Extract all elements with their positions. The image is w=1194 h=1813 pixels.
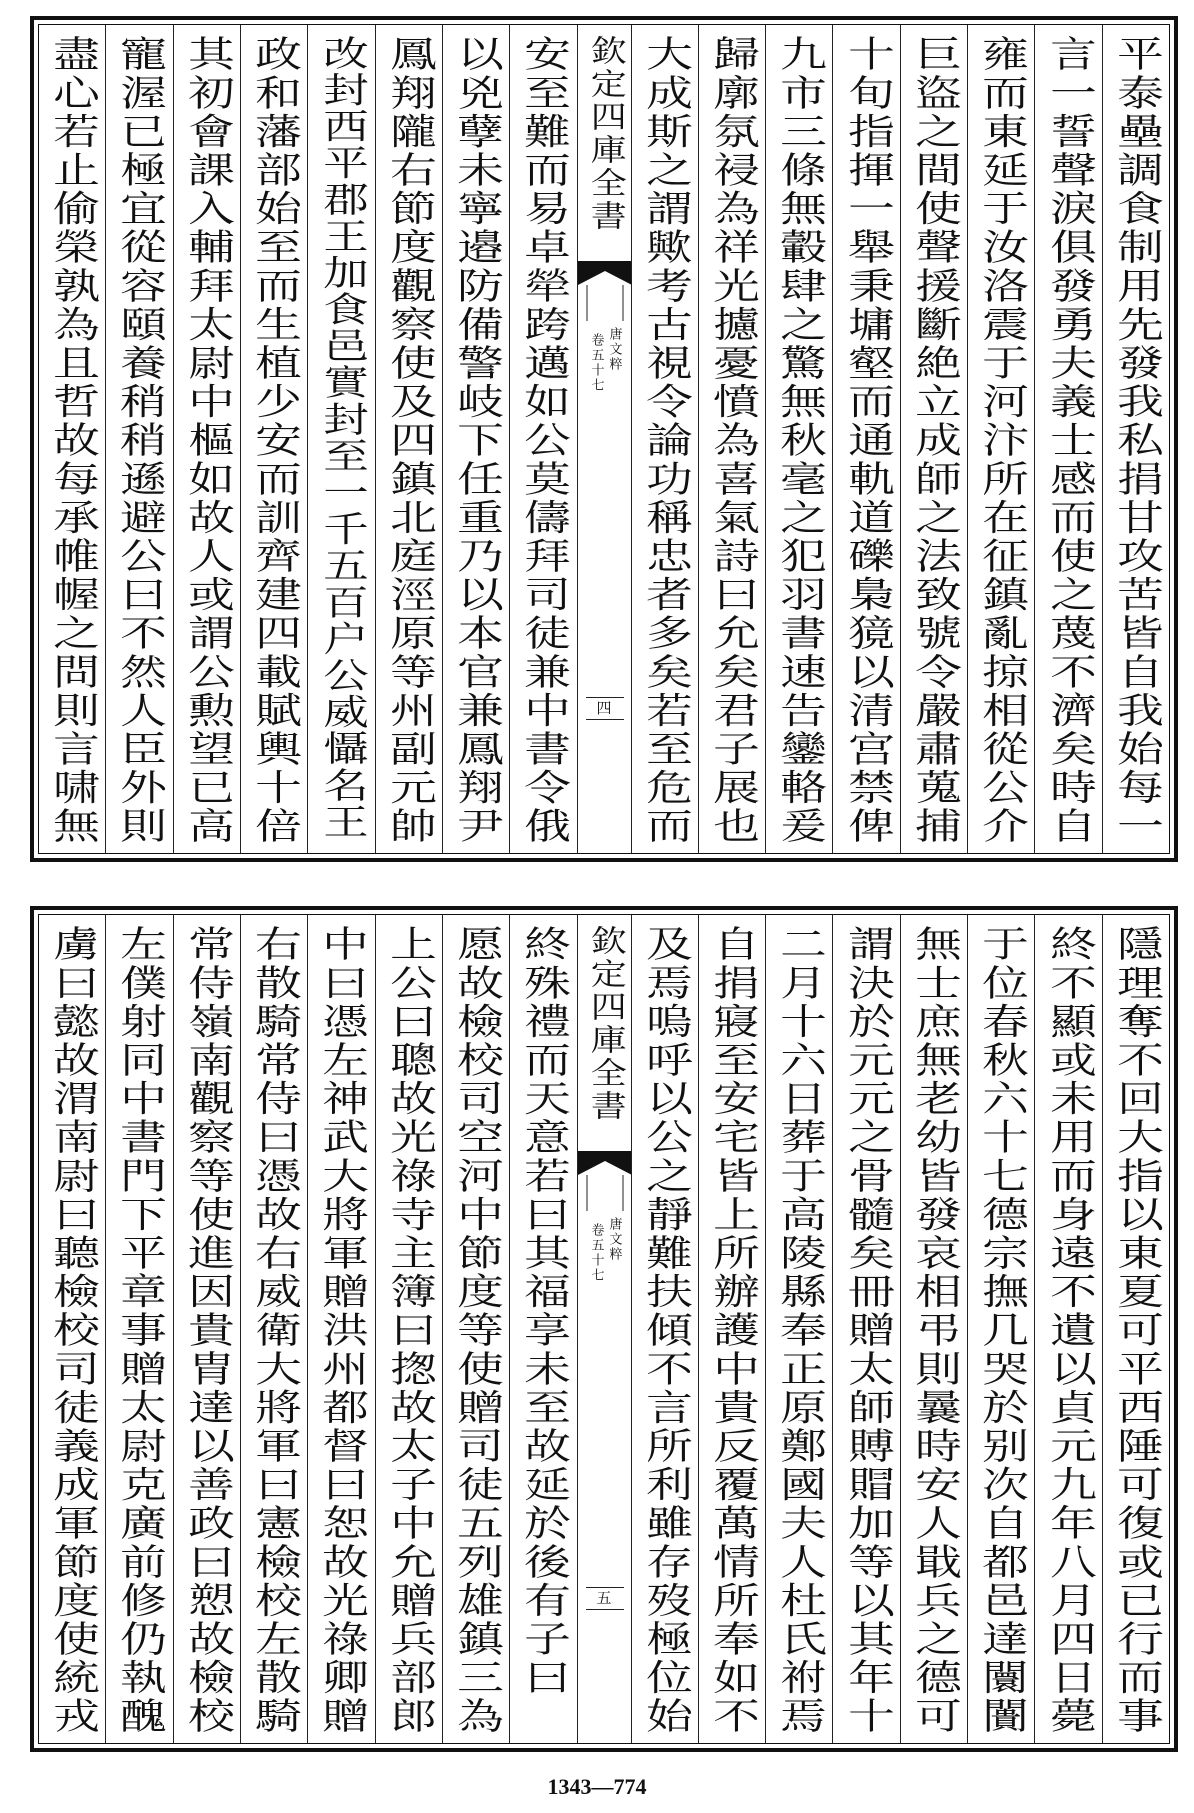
text-column xyxy=(1102,25,1169,853)
column-text: 自捐寢至安宅皆上所辦護中貴反覆萬情所奉如不 xyxy=(705,925,760,1736)
column-text: 政和藩部始至而生植少安而訓齊建四載賦輿十倍 xyxy=(248,35,302,846)
column-text: 其初會課入輔拜太尉中樞如故人或謂公勲望已高 xyxy=(180,35,235,846)
folio-rule xyxy=(586,1587,624,1588)
column-text: 無士庶無老幼皆發哀相弔則曩時安人戢兵之德可 xyxy=(907,925,962,1736)
text-column xyxy=(307,915,374,1743)
text-column xyxy=(39,915,105,1743)
column-text: 愿故檢校司空河中節度等使贈司徒五列雄鎮三為 xyxy=(450,925,504,1736)
column-text: 隱理奪不回大指以東夏可平西陲可復或已行而事 xyxy=(1109,925,1164,1736)
folio-rule xyxy=(586,719,624,720)
text-column xyxy=(1102,915,1169,1743)
text-column xyxy=(105,25,172,853)
column-text: 寵渥已極宜從容頤養稍稍遜避公曰不然人臣外則 xyxy=(113,35,167,846)
column-text: 巨盜之間使聲援斷絶立成師之法致號令嚴肅蒐捕 xyxy=(907,35,962,846)
text-column xyxy=(832,25,899,853)
column-text: 于位春秋六十七德宗撫几哭於别次自都邑達闤闠 xyxy=(975,925,1029,1736)
fold-title-text: 欽定四庫全書 xyxy=(583,35,626,233)
folio-rule xyxy=(586,697,624,698)
text-column xyxy=(967,915,1034,1743)
text-column xyxy=(631,915,698,1743)
fold-column xyxy=(577,25,631,853)
column-text: 上公曰聰故光祿寺主簿曰揔故太子中允贈兵部郎 xyxy=(382,925,437,1736)
column-text: 大成斯之謂歟考古視令論功稱忠者多矣若至危而 xyxy=(638,35,692,846)
fold-juan-label: 卷五十七 xyxy=(588,333,604,393)
text-column xyxy=(1034,25,1101,853)
fishtail-mark xyxy=(578,261,631,321)
column-text: 安至難而易卓犖跨邁如公莫儔拜司徒兼中書令俄 xyxy=(517,35,571,846)
text-column xyxy=(765,915,832,1743)
column-text: 虜曰懿故渭南尉曰聽檢校司徒義成軍節度使統戎 xyxy=(46,925,100,1736)
column-text: 平泰壘調食制用先發我私捐甘攻苦皆自我始每一 xyxy=(1109,35,1164,846)
text-column xyxy=(509,915,576,1743)
text-column xyxy=(39,25,105,853)
folio-number: 四 xyxy=(596,699,612,717)
column-text: 謂決於元元之骨髓矣冊贈太師賻賵加等以其年十 xyxy=(840,925,894,1736)
text-column xyxy=(307,25,374,853)
page-number: 1343—774 xyxy=(547,1774,647,1799)
text-column xyxy=(442,915,509,1743)
text-column xyxy=(375,25,442,853)
column-text: 雍而東延于汝洛震于河汴所在征鎮亂掠相從公介 xyxy=(975,35,1029,846)
text-column xyxy=(240,915,307,1743)
column-text: 盡心若止偷榮孰為且哲故每承帷幄之問則言啸無 xyxy=(46,35,100,846)
column-text: 終殊禮而天意若曰其福享未至故延於後有子曰 xyxy=(517,925,571,1697)
fold-book-title: 唐文粹 xyxy=(606,327,622,372)
column-text: 十旬指揮一舉秉墉壑而通軌道礫梟獍以清宫禁俾 xyxy=(840,35,894,846)
text-column xyxy=(967,25,1034,853)
text-column xyxy=(173,915,240,1743)
text-column xyxy=(509,25,576,853)
column-text: 鳳翔隴右節度觀察使及四鎮北庭涇原等州副元帥 xyxy=(382,35,437,846)
column-text: 中曰憑左神武大將軍贈洪州都督曰恕故光祿卿贈 xyxy=(315,925,369,1736)
text-column xyxy=(105,915,172,1743)
fold-title-text: 欽定四庫全書 xyxy=(583,925,626,1123)
text-column xyxy=(1034,915,1101,1743)
column-text: 左僕射同中書門下平章事贈太尉克廣前修仍執醜 xyxy=(113,925,167,1736)
column-text: 及焉嗚呼以公之靜難扶傾不言所利雖存歿極位始 xyxy=(638,925,692,1736)
fishtail-mark xyxy=(578,1151,631,1211)
text-column xyxy=(375,915,442,1743)
fold-title xyxy=(578,925,631,1123)
column-text: 改封西平郡王加食邑實封至一千五百户公威懾名王 xyxy=(316,35,369,841)
column-text: 言一誓聲淚俱發勇夫義士感而使之蔑不濟矣時自 xyxy=(1042,35,1096,846)
text-column xyxy=(631,25,698,853)
column-text: 右散騎常侍曰憑故右威衛大將軍曰憲檢校左散騎 xyxy=(248,925,302,1736)
upper-page-frame xyxy=(30,16,1178,862)
fold-title xyxy=(578,35,631,233)
column-text: 九市三條無轂肆之驚無秋毫之犯羽書速告鑾輅爰 xyxy=(773,35,827,846)
text-column xyxy=(698,915,765,1743)
column-text: 終不顯或未用而身遠不遺以貞元九年八月四日薨 xyxy=(1042,925,1096,1736)
lower-text-grid xyxy=(38,914,1170,1744)
lower-page-frame xyxy=(30,906,1178,1752)
column-text: 歸廓氛祲為祥光攄憂憤為喜氣詩曰允矣君子展也 xyxy=(705,35,760,846)
fold-column xyxy=(577,915,631,1743)
folio-number: 五 xyxy=(596,1589,612,1607)
fold-juan-label: 卷五十七 xyxy=(588,1223,604,1283)
text-column xyxy=(765,25,832,853)
upper-text-grid xyxy=(38,24,1170,854)
text-column xyxy=(442,25,509,853)
text-column xyxy=(900,25,967,853)
fold-book-title: 唐文粹 xyxy=(606,1217,622,1262)
folio-rule xyxy=(586,1609,624,1610)
text-column xyxy=(900,915,967,1743)
text-column xyxy=(832,915,899,1743)
column-text: 常侍嶺南觀察等使進因貴胄達以善政曰愬故檢校 xyxy=(180,925,235,1736)
text-column xyxy=(240,25,307,853)
column-text: 二月十六日葬于高陵縣奉正原鄭國夫人杜氏祔焉 xyxy=(773,925,827,1736)
text-column xyxy=(698,25,765,853)
text-column xyxy=(173,25,240,853)
column-text: 以兇孽未寧邉防備警岐下任重乃以本官兼鳳翔尹 xyxy=(450,35,504,846)
